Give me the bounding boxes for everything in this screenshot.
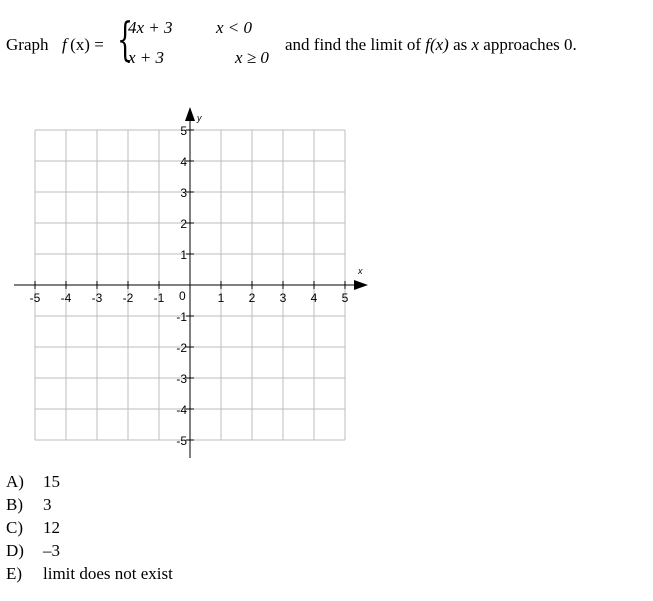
- y-tick-label: -2: [176, 341, 187, 355]
- case-2-condition: x ≥ 0: [235, 48, 269, 67]
- answer-choice[interactable]: [6, 541, 60, 561]
- case-1-expression: 4x + 3: [128, 18, 173, 37]
- piecewise-brace: {: [117, 12, 134, 66]
- tick-labels: [30, 124, 349, 448]
- choice-letter: A): [6, 472, 24, 491]
- function-arg: (x) =: [70, 35, 104, 54]
- x-tick-label: -5: [29, 291, 41, 305]
- choice-text: –3: [43, 541, 60, 560]
- y-axis-label: y: [197, 113, 202, 123]
- choice-letter: C): [6, 518, 23, 537]
- x-tick-label: 5: [341, 291, 349, 305]
- answer-choice[interactable]: [6, 472, 60, 492]
- y-tick-label: -1: [176, 310, 187, 324]
- choice-letter: E): [6, 564, 23, 583]
- x-tick-label: -4: [60, 291, 72, 305]
- x-tick-label: -2: [122, 291, 134, 305]
- answer-choice[interactable]: [6, 518, 60, 538]
- function-name: f: [62, 35, 67, 54]
- choice-text: 12: [43, 518, 60, 537]
- question-tail-2: as: [453, 35, 468, 54]
- x-tick-label: -1: [153, 291, 165, 305]
- x-axis-label: x: [358, 266, 363, 276]
- x-tick-label: 2: [248, 291, 256, 305]
- y-axis-arrow: [185, 107, 195, 121]
- choice-text: limit does not exist: [43, 564, 173, 583]
- question-tail-fx: f(x): [425, 35, 449, 54]
- question-tail: [285, 35, 577, 55]
- question-tail-x: x: [471, 35, 480, 54]
- choice-letter: D): [6, 541, 24, 560]
- answer-choice[interactable]: [6, 495, 52, 515]
- question-lead: Graph: [6, 35, 49, 54]
- x-axis-arrow: [354, 280, 368, 290]
- y-tick-label: 5: [180, 124, 187, 138]
- y-tick-label: -3: [176, 372, 187, 386]
- x-tick-label: -3: [91, 291, 103, 305]
- origin-label: 0: [179, 289, 186, 303]
- y-tick-label: 2: [180, 217, 187, 231]
- question-tail-3: approaches 0.: [483, 35, 577, 54]
- y-tick-label: 1: [180, 248, 187, 262]
- x-tick-label: 1: [217, 291, 225, 305]
- question-tail-1: and find the limit of: [285, 35, 421, 54]
- coordinate-grid: [0, 100, 380, 470]
- y-tick-label: -4: [176, 403, 187, 417]
- choice-text: 3: [43, 495, 52, 514]
- choice-text: 15: [43, 472, 60, 491]
- x-tick-label: 4: [310, 291, 318, 305]
- y-tick-label: 3: [180, 186, 187, 200]
- y-tick-label: 4: [180, 155, 187, 169]
- case-1-condition: x < 0: [216, 18, 253, 37]
- case-2-expression: x + 3: [128, 48, 165, 67]
- function-lhs: [62, 35, 104, 55]
- choice-letter: B): [6, 495, 23, 514]
- axes: [14, 107, 368, 458]
- answer-choice[interactable]: [6, 564, 173, 584]
- x-tick-label: 3: [279, 291, 287, 305]
- y-tick-label: -5: [176, 434, 187, 448]
